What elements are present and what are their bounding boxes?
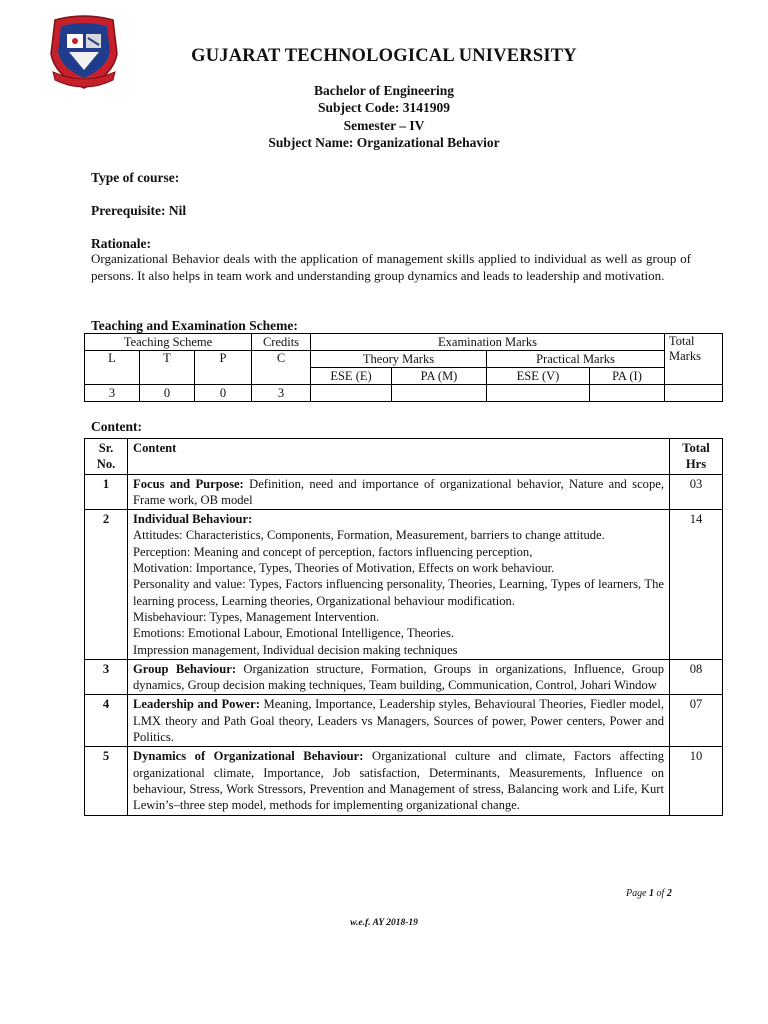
value-p: 0 xyxy=(195,385,252,402)
row-content xyxy=(128,659,670,695)
row-line: Misbehaviour: Types, Management Intervention. xyxy=(133,609,380,624)
value-total xyxy=(665,385,723,402)
marks-label: Marks xyxy=(669,349,701,363)
rationale-text: Organizational Behavior deals with the application of management skills applied to individual as well as group of persons. It also helps in team work and understanding group dynamics and leads to leadership and motivation. xyxy=(91,251,691,283)
row-text: Organization structure, Formation, Groups in organizations, Influence, Group dynamics, Group decision making techniques, Team building, Communication, Control, Johari Window xyxy=(133,661,664,693)
content-header: Content xyxy=(128,439,670,475)
row-hrs: 14 xyxy=(670,510,723,660)
table-row xyxy=(85,474,723,510)
row-line: Personality and value: Types, Factors influencing personality, Theories, Learning, Types of learners, The learning process, Learning theories, Organizational behaviour modification. xyxy=(133,577,664,608)
page-total: 2 xyxy=(666,888,672,899)
value-t: 0 xyxy=(140,385,195,402)
row-hrs: 07 xyxy=(670,695,723,747)
semester: Semester – IV xyxy=(343,118,425,133)
row-line: Motivation: Importance, Types, Theories of Motivation, Effects on work behaviour. xyxy=(133,561,555,576)
row-heading: Individual Behaviour: xyxy=(133,512,253,527)
row-hrs: 03 xyxy=(670,474,723,510)
row-sr: 1 xyxy=(85,474,128,510)
prerequisite: Prerequisite: Nil xyxy=(91,203,187,218)
university-name: GUJARAT TECHNOLOGICAL UNIVERSITY xyxy=(191,46,577,66)
col-c: C xyxy=(252,351,311,385)
rationale-label: Rationale: xyxy=(91,236,151,251)
row-text: Organizational culture and climate, Factors affecting organizational climate, Importance, Job satisfaction, Determinants, Measurements, Influence on behaviour, Stress, Work Stressors, Prevention and Management of stress, Balancing work and Life, Kurt Lewin’s–three step model, methods for implementing organizational change. xyxy=(133,749,664,813)
row-content xyxy=(128,695,670,747)
sr-header: Sr. No. xyxy=(85,439,128,475)
hrs-header: Total Hrs xyxy=(670,439,723,475)
value-ese-e xyxy=(311,385,392,402)
row-content xyxy=(128,474,670,510)
col-p: P xyxy=(195,351,252,385)
degree: Bachelor of Engineering xyxy=(314,83,454,98)
row-line: Attitudes: Characteristics, Components, Formation, Measurement, barriers to change attitude. xyxy=(133,528,605,543)
page-of: of xyxy=(654,888,667,899)
col-l: L xyxy=(85,351,140,385)
row-sr: 2 xyxy=(85,510,128,660)
credits-header: Credits xyxy=(252,334,311,351)
value-c: 3 xyxy=(252,385,311,402)
type-of-course: Type of course: xyxy=(91,170,180,185)
scheme-title: Teaching and Examination Scheme: xyxy=(91,318,298,333)
row-line: Perception: Meaning and concept of perception, factors influencing perception, xyxy=(133,544,533,559)
value-l: 3 xyxy=(85,385,140,402)
page-current: 1 xyxy=(649,888,655,899)
row-text: Meaning, Importance, Leadership styles, Behavioural Theories, Fiedler model, LMX theory and Path Goal theory, Leaders vs Managers, Sources of power, Power centers, Power and Politics. xyxy=(133,697,665,745)
scheme-table xyxy=(84,333,723,402)
row-heading: Leadership and Power: xyxy=(133,697,260,712)
pa-i-header: PA (I) xyxy=(590,368,665,385)
ese-v-header: ESE (V) xyxy=(487,368,590,385)
row-line: Emotions: Emotional Labour, Emotional Intelligence, Theories. xyxy=(133,626,455,641)
subject-code: Subject Code: 3141909 xyxy=(318,100,450,115)
teaching-scheme-header: Teaching Scheme xyxy=(85,334,252,351)
value-pa-i xyxy=(590,385,665,402)
content-table xyxy=(84,438,723,816)
row-heading: Dynamics of Organizational Behaviour: xyxy=(133,749,364,764)
total-label: Total xyxy=(669,334,695,348)
row-sr: 4 xyxy=(85,695,128,747)
row-hrs: 10 xyxy=(670,747,723,815)
ese-e-header: ESE (E) xyxy=(311,368,392,385)
col-t: T xyxy=(140,351,195,385)
content-title: Content: xyxy=(91,419,142,434)
row-hrs: 08 xyxy=(670,659,723,695)
row-text: Definition, need and importance of organizational behavior, Nature and scope, Frame work, OB model xyxy=(133,476,665,507)
subject-name: Subject Name: Organizational Behavior xyxy=(268,135,500,150)
row-sr: 3 xyxy=(85,659,128,695)
row-line: Impression management, Individual decision making techniques xyxy=(133,642,458,657)
page-number xyxy=(626,888,672,899)
row-heading: Focus and Purpose: xyxy=(133,476,244,491)
wef-note: w.e.f. AY 2018-19 xyxy=(350,918,418,928)
practical-marks-header: Practical Marks xyxy=(487,351,665,368)
row-heading: Group Behaviour: xyxy=(133,661,237,676)
row-content xyxy=(128,747,670,815)
row-sr: 5 xyxy=(85,747,128,815)
table-row xyxy=(85,510,723,660)
table-row xyxy=(85,659,723,695)
value-ese-v xyxy=(487,385,590,402)
total-marks-header xyxy=(665,334,723,385)
value-pa-m xyxy=(392,385,487,402)
examination-marks-header: Examination Marks xyxy=(311,334,665,351)
page-prefix: Page xyxy=(626,888,650,899)
pa-m-header: PA (M) xyxy=(392,368,487,385)
theory-marks-header: Theory Marks xyxy=(311,351,487,368)
row-content xyxy=(128,510,670,660)
table-row xyxy=(85,747,723,815)
table-row xyxy=(85,695,723,747)
